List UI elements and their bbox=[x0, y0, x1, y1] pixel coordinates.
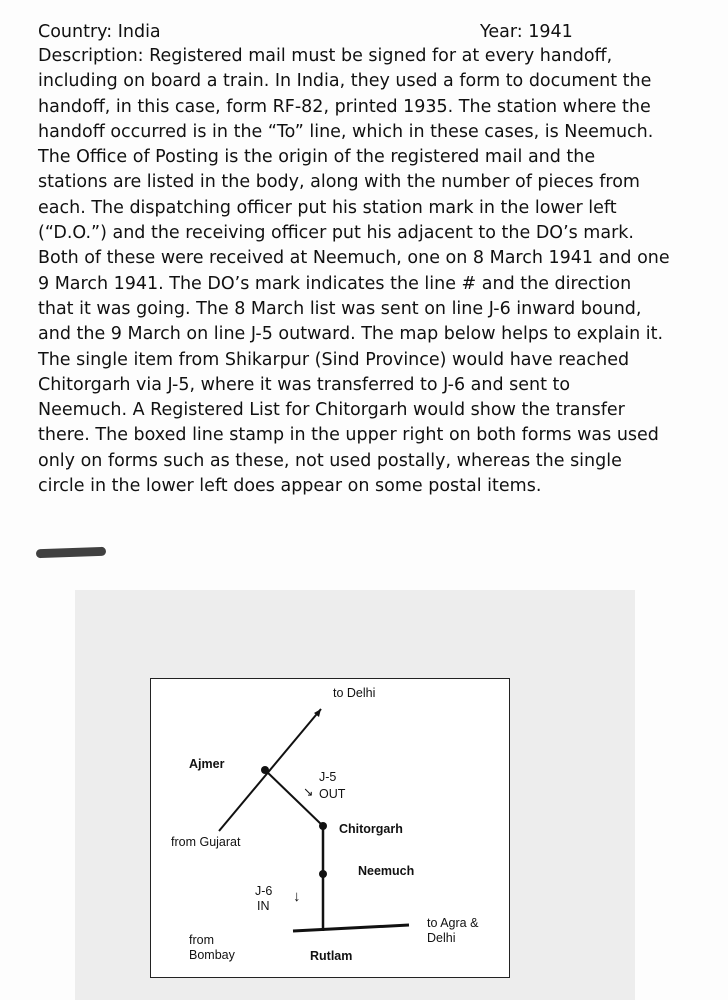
from-bombay-label: from Bombay bbox=[189, 933, 235, 962]
country-label: Country: India bbox=[38, 22, 161, 42]
rutlam-label: Rutlam bbox=[310, 949, 353, 963]
ajmer-chitorgarh-line bbox=[265, 770, 323, 826]
rutlam-agra-line bbox=[293, 925, 409, 931]
chitorgarh-station-dot bbox=[319, 822, 327, 830]
neemuch-label: Neemuch bbox=[358, 864, 415, 878]
to-delhi-label: to Delhi bbox=[333, 686, 376, 700]
year-label: Year: 1941 bbox=[480, 22, 573, 42]
j6-line-label: J-6 bbox=[255, 884, 273, 898]
ajmer-label: Ajmer bbox=[189, 757, 225, 771]
j6-arrow: ↓ bbox=[293, 888, 301, 905]
from-gujarat-label: from Gujarat bbox=[171, 835, 241, 849]
j5-arrow: ↘ bbox=[303, 785, 314, 799]
j5-direction-label: OUT bbox=[319, 787, 346, 801]
gujarat-delhi-line bbox=[219, 709, 321, 831]
ajmer-station-dot bbox=[261, 766, 269, 774]
header-row bbox=[38, 20, 698, 44]
neemuch-station-dot bbox=[319, 870, 327, 878]
j5-line-label: J-5 bbox=[319, 770, 337, 784]
railway-map bbox=[150, 678, 510, 978]
chitorgarh-label: Chitorgarh bbox=[339, 822, 403, 836]
description-text: Description: Registered mail must be signed for at every handoff, including on board a train. In India, they used a form to document the handoff, in this case, form RF-82, printed 1935. The station where the handoff occurred is in the “To” line, which in these cases, is Neemuch. The Office of Posting is the origin of the registered mail and the stations are listed in the body, along with the number of pieces from each. The dispatching officer put his station mark in the lower left (“D.O.”) and the receiving officer put his adjacent to the DO’s mark. Both of these were received at Neemuch, one on 8 March 1941 and one 9 March 1941. The DO’s mark indicates the line # and the direction that it was going. The 8 March list was sent on line J-6 inward bound, and the 9 March on line J-5 outward. The map below helps to explain it. The single item from Shikarpur (Sind Province) would have reached Chitorgarh via J-5, where it was transferred to J-6 and sent to Neemuch. A Registered List for Chitorgarh would show the transfer there. The boxed line stamp in the upper right on both forms was used only on forms such as these, not used postally, whereas the single circle in the lower left does appear on some postal items. bbox=[38, 46, 670, 497]
ink-smudge bbox=[36, 547, 106, 558]
j6-direction-label: IN bbox=[257, 899, 270, 913]
to-agra-delhi-label: to Agra & Delhi bbox=[427, 916, 479, 945]
